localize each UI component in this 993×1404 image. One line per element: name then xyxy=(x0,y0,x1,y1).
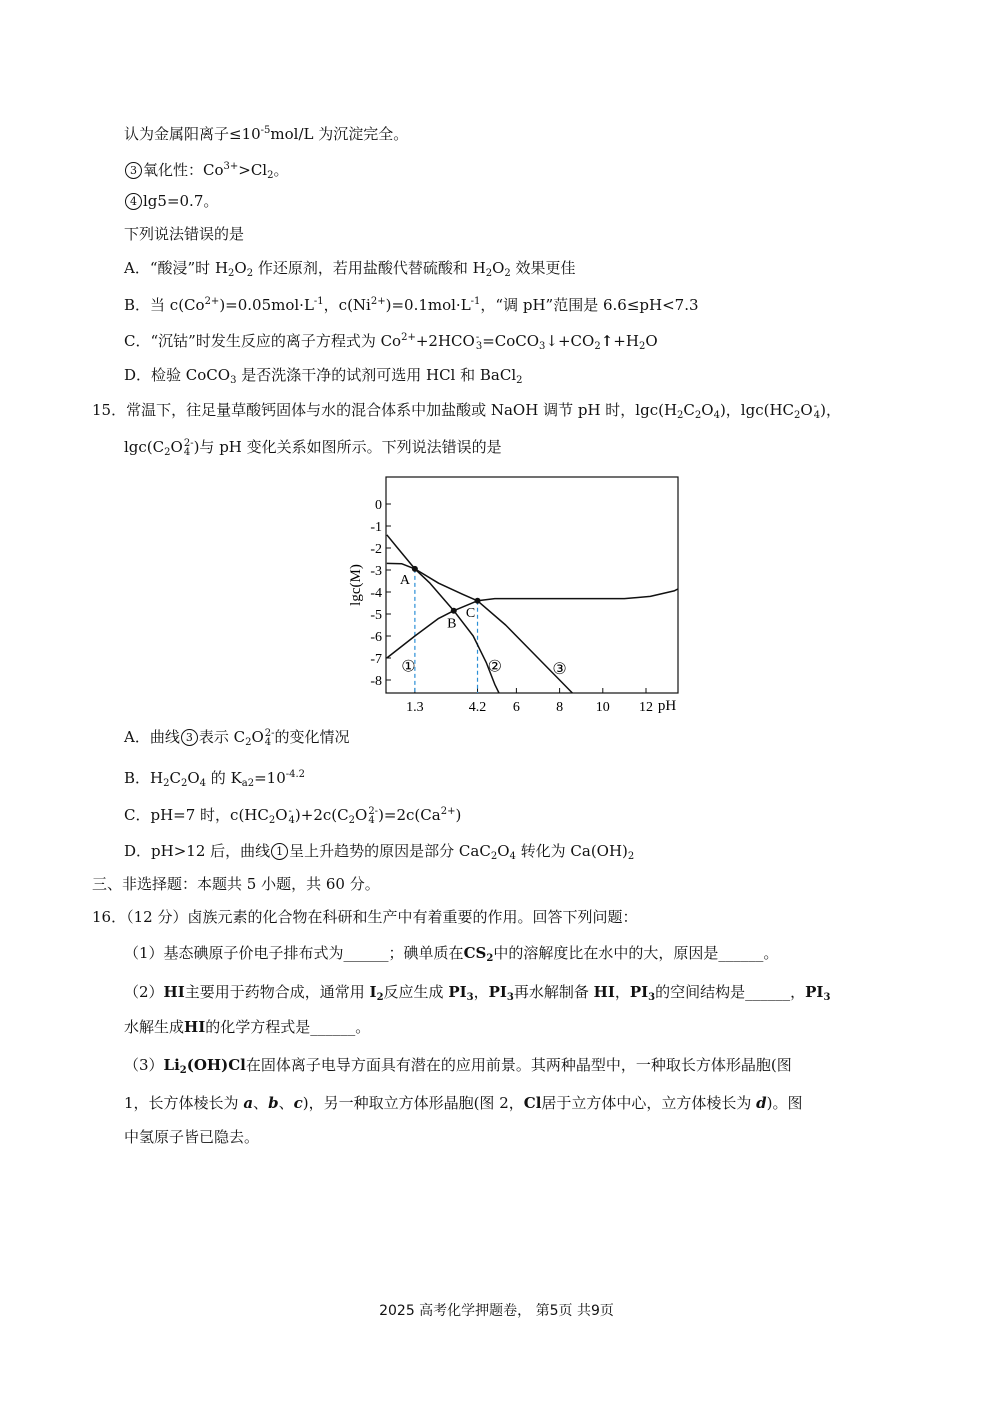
q14-option-c: C．“沉钴”时发生反应的离子方程式为 $Co^{2+}+2HCO$ - 3 $=CoCO_3↓+CO_2↑+H_2O$ xyxy=(124,332,658,352)
q15-option-b: B．$H_2C_2O_4$ 的 $K_{a2}=10^{-4.2}$ xyxy=(124,769,306,789)
condition-line xyxy=(124,121,408,144)
plot-frame xyxy=(386,477,678,693)
text: mol/L 为沉淀完全。 xyxy=(270,125,409,143)
intersection-point xyxy=(412,566,418,572)
curve-label: ① xyxy=(401,658,416,676)
text: >Cl xyxy=(238,161,268,179)
y-tick-label: -4 xyxy=(370,586,382,601)
q15-option-a: A．曲线 3 表示 $C_2O$ 2- 4 的变化情况 xyxy=(124,728,350,748)
section-3-heading: 三、非选择题：本题共 5 小题，共 60 分。 xyxy=(92,875,380,893)
q16-part-2-line2: 水解生成HI的化学方程式是______。 xyxy=(124,1018,371,1036)
q16-part-3-line1: $(3)Li_2(OH)Cl$在固体离子电导方面具有潜在的应用前景。其两种晶型中，一种取长方体形晶胞(图 xyxy=(124,1056,792,1076)
y-tick-label: -2 xyxy=(370,542,382,557)
q15-option-c: C．pH=7 时，$c(HC_2O$ - 4 )$+2c(C_2O$ 2- 4 )$=2c(Ca^{2+})$ xyxy=(124,806,462,826)
y-tick-label: -7 xyxy=(370,652,382,667)
q14-option-a: A．“酸浸”时 $H_2O_2$ 作还原剂，若用盐酸代替硫酸和 $H_2O_2$ 效果更佳 xyxy=(124,259,576,279)
y-tick-label: -3 xyxy=(370,564,382,579)
answer-blank: ______ xyxy=(310,1018,356,1036)
x-tick-label: 10 xyxy=(595,700,610,715)
sup: 3+ xyxy=(223,161,239,172)
text: lg5=0.7。 xyxy=(143,192,219,210)
x-axis-label: pH xyxy=(657,698,677,714)
page-footer: 2025 高考化学押题卷， 第5页 共9页 xyxy=(379,1303,614,1319)
q16-stem: 16．（12 分）卤族元素的化合物在科研和生产中有着重要的作用。回答下列问题： xyxy=(92,908,638,926)
x-tick-label: 6 xyxy=(512,700,520,715)
x-tick-label: 8 xyxy=(556,700,564,715)
sub: 2 xyxy=(267,170,274,181)
q14-option-d: D．检验 CoCO$_3$ 是否洗涤干净的试剂可选用 HCl 和 BaCl$_2$ xyxy=(124,366,523,386)
y-tick-label: -5 xyxy=(370,608,382,623)
q16-part-1: （1）基态碘原子价电子排布式为______；碘单质在$CS_2$中的溶解度比在水中的大，原因是______。 xyxy=(124,944,779,964)
point-label: C xyxy=(465,605,476,621)
y-axis-label: lgc(M) xyxy=(348,564,364,606)
text: 下列说法错误的是 xyxy=(124,225,245,243)
q16-part-2-line1: （2）HI主要用于药物合成，通常用 $I_2$反应生成 $PI_3$，$PI_3$再水解制备 HI，$PI_3$的空间结构是______，$PI_3$ xyxy=(124,983,831,1003)
x-tick-label: 12 xyxy=(639,700,653,715)
circled-number: 3 xyxy=(125,162,142,179)
x-tick-label: 4.2 xyxy=(468,700,487,715)
q15-stem-line2: $\lg c(C_2O$ 2- 4 )与 pH 变化关系如图所示。下列说法错误的是 xyxy=(124,438,502,458)
condition-3-line xyxy=(124,157,289,186)
point-label: B xyxy=(447,616,457,632)
curve-1 xyxy=(387,582,690,658)
y-tick-label: -8 xyxy=(370,674,382,689)
q15-option-d: D．pH>12 后，曲线 1 呈上升趋势的原因是部分 $CaC_2O_4$ 转化为 $Ca(OH)_2$ xyxy=(124,842,635,862)
q16-part-3-line2: 1，长方体棱长为 a、b、c)，另一种取立方体形晶胞(图 2，Cl居于立方体中心，立方体棱长为 d)。图 xyxy=(124,1094,803,1112)
point-label: A xyxy=(399,572,410,588)
answer-blank: ______ xyxy=(343,944,389,962)
condition-4-line xyxy=(124,191,218,211)
answer-blank: ______ xyxy=(745,983,791,1001)
answer-blank: ______ xyxy=(718,944,764,962)
curve-label: ② xyxy=(487,658,502,676)
y-tick-label: -6 xyxy=(370,630,382,645)
q14-option-b: B．当 $c(Co^{2+})=0.05mol\cdot L^{-1}$，$c(Ni^{2+})=0.1mol\cdot L^{-1}$，“调 pH”范围是 6.6≤pH<7.3 xyxy=(124,296,699,314)
question-prompt xyxy=(124,224,244,244)
curve-label: ③ xyxy=(552,660,567,678)
intersection-point xyxy=(451,608,457,614)
lgc-ph-chart xyxy=(330,468,690,718)
text: 氧化性：Co xyxy=(143,161,224,179)
q16-part-3-line3: 中氢原子皆已隐去。 xyxy=(124,1128,260,1146)
text: 。 xyxy=(273,161,289,179)
x-tick-label: 1.3 xyxy=(406,700,424,715)
y-tick-label: -1 xyxy=(370,520,382,535)
y-tick-label: 0 xyxy=(375,498,382,513)
text: 认为金属阳离子≤10 xyxy=(124,125,261,143)
sup: -5 xyxy=(260,125,271,136)
circled-number: 4 xyxy=(125,193,142,210)
intersection-point xyxy=(475,598,481,604)
q15-stem-line1: 15．常温下，往足量草酸钙固体与水的混合体系中加盐酸或 NaOH 调节 pH 时，$\lg c(H_2C_2O_4)$，$\lg c(HC_2O$ - 4 )， xyxy=(92,401,841,421)
